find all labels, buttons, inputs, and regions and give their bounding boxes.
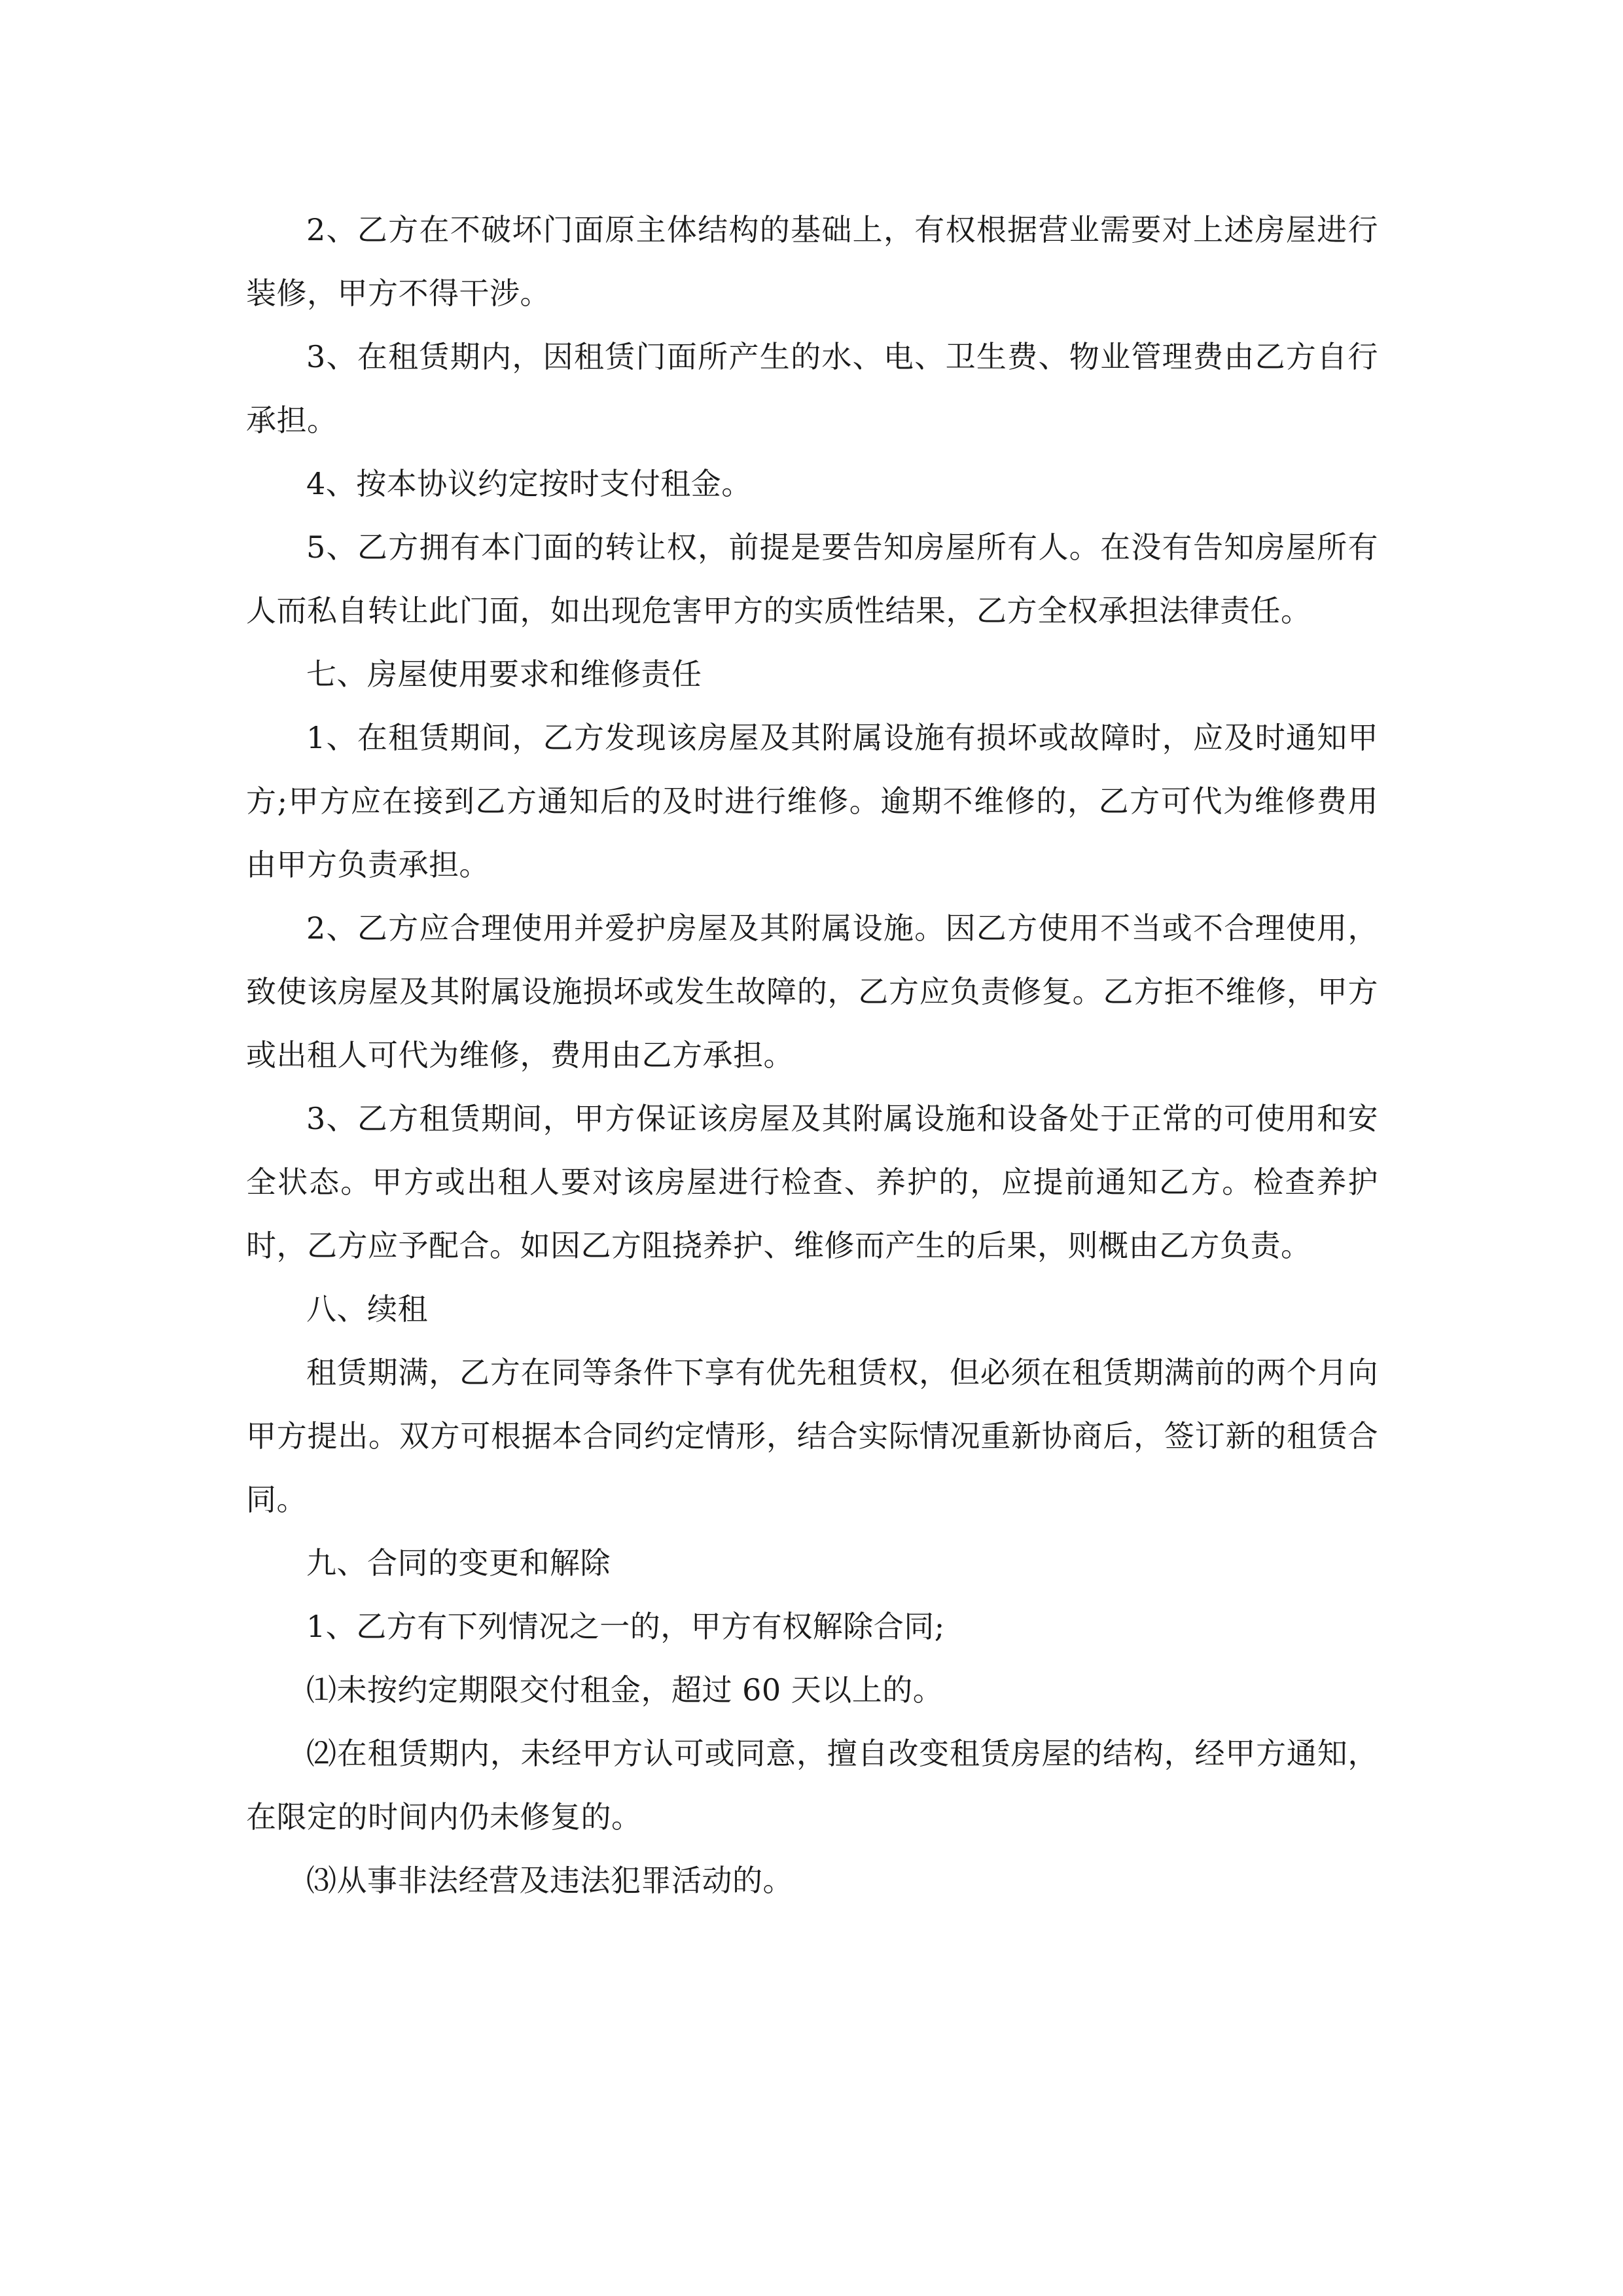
document-body [246, 198, 1378, 1912]
clause-9-1: 1、乙方有下列情况之一的，甲方有权解除合同; [306, 1609, 945, 1644]
section-heading-9: 九、合同的变更和解除 [306, 1545, 611, 1581]
clause-6-4: 4、按本协议约定按时支付租金。 [306, 466, 752, 501]
clause-7-3: 3、乙方租赁期间，甲方保证该房屋及其附属设施和设备处于正常的可使用和安全状态。甲方或出租人要对该房屋进行检查、养护的，应提前通知乙方。检查养护时，乙方应予配合。如因乙方阻挠养护、维修而产生的后果，则概由乙方负责。 [246, 1101, 1378, 1263]
clause-9-1-item-1: ⑴未按约定期限交付租金，超过 60 天以上的。 [306, 1672, 944, 1708]
clause-6-5: 5、乙方拥有本门面的转让权，前提是要告知房屋所有人。在没有告知房屋所有人而私自转让此门面，如出现危害甲方的实质性结果，乙方全权承担法律责任。 [246, 529, 1378, 628]
clause-9-1-item-2: ⑵在租赁期内，未经甲方认可或同意，擅自改变租赁房屋的结构，经甲方通知，在限定的时间内仍未修复的。 [246, 1736, 1378, 1835]
clause-8-text: 租赁期满，乙方在同等条件下享有优先租赁权，但必须在租赁期满前的两个月向甲方提出。双方可根据本合同约定情形，结合实际情况重新协商后，签订新的租赁合同。 [246, 1355, 1378, 1517]
clause-7-2: 2、乙方应合理使用并爱护房屋及其附属设施。因乙方使用不当或不合理使用，致使该房屋及其附属设施损坏或发生故障的，乙方应负责修复。乙方拒不维修，甲方或出租人可代为维修，费用由乙方承担。 [246, 910, 1378, 1073]
clause-9-1-item-3: ⑶从事非法经营及违法犯罪活动的。 [306, 1863, 793, 1898]
clause-6-2: 2、乙方在不破坏门面原主体结构的基础上，有权根据营业需要对上述房屋进行装修，甲方不得干涉。 [246, 212, 1378, 311]
section-heading-8: 八、续租 [306, 1291, 428, 1327]
clause-6-3: 3、在租赁期内，因租赁门面所产生的水、电、卫生费、物业管理费由乙方自行承担。 [246, 339, 1378, 438]
section-heading-7: 七、房屋使用要求和维修责任 [306, 656, 702, 692]
clause-7-1: 1、在租赁期间，乙方发现该房屋及其附属设施有损坏或故障时，应及时通知甲方;甲方应在接到乙方通知后的及时进行维修。逾期不维修的，乙方可代为维修费用由甲方负责承担。 [246, 720, 1378, 882]
